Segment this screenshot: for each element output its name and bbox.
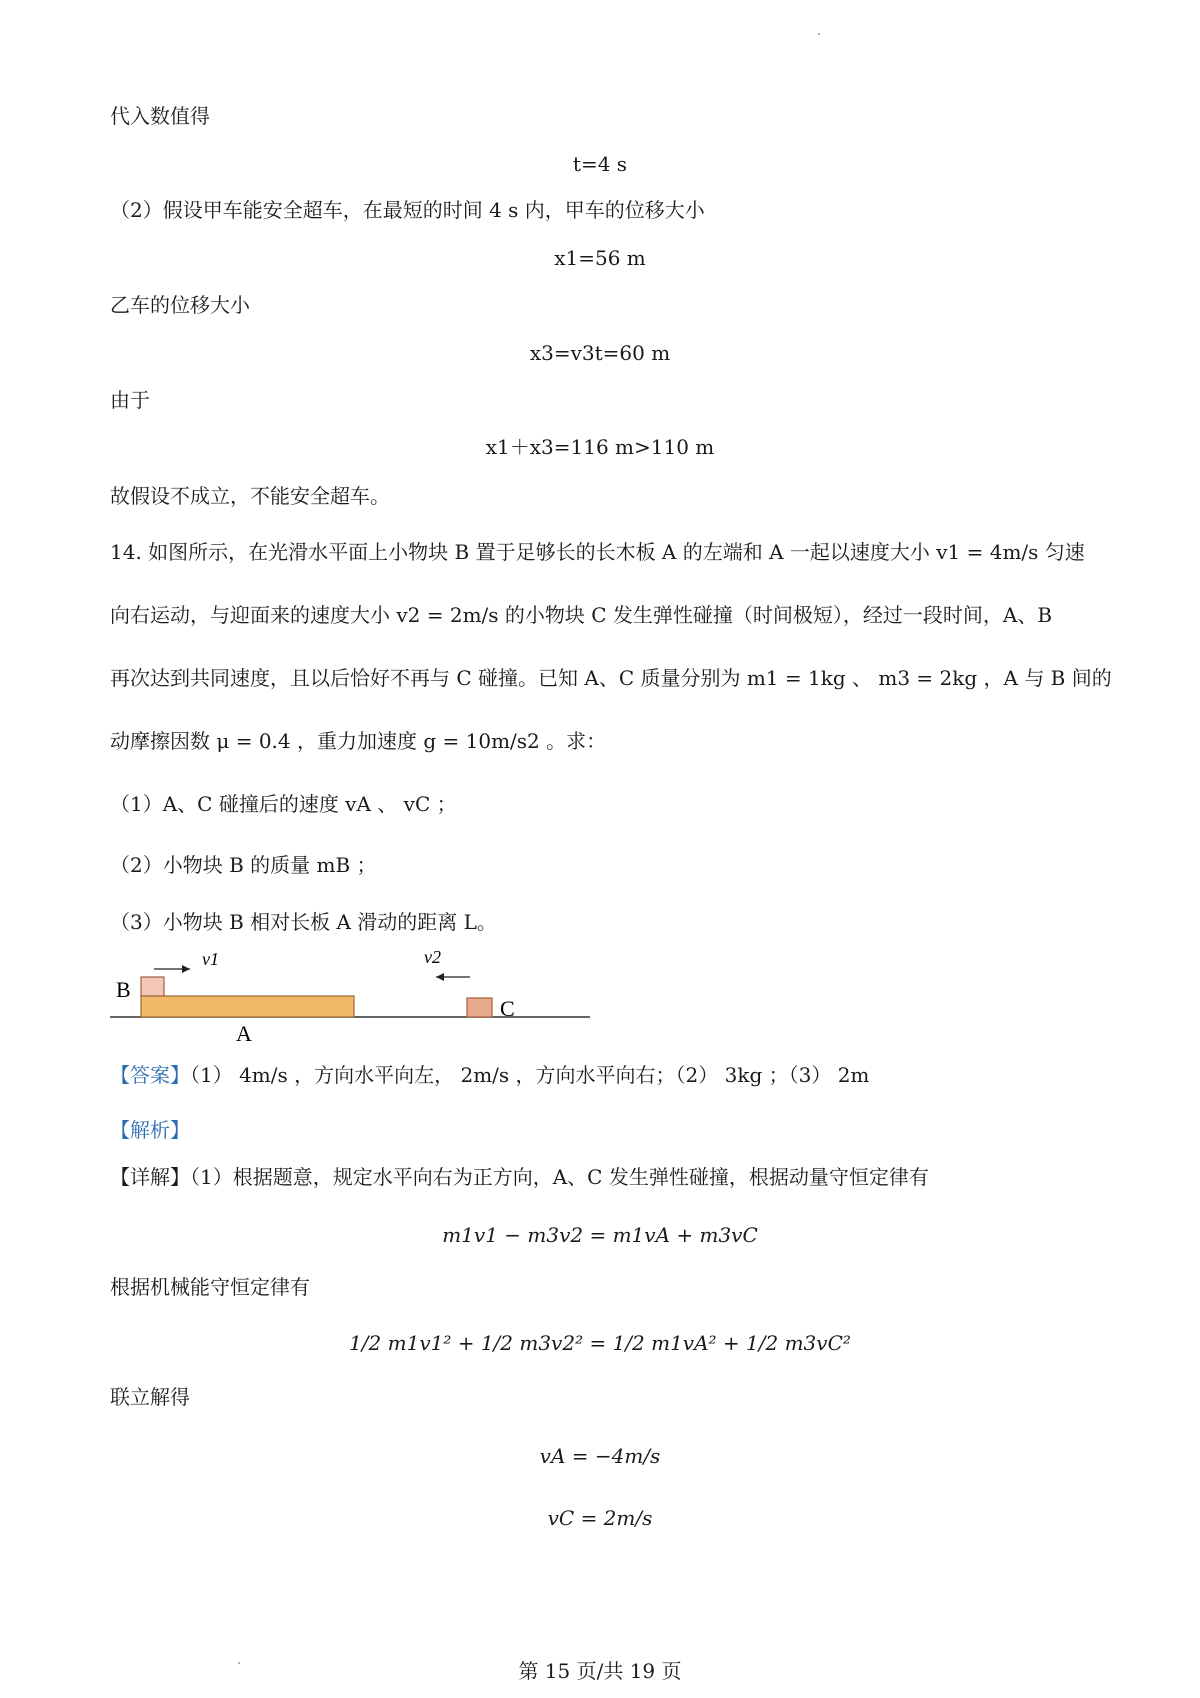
equation-momentum: m1v1 − m3v2 = m1vA + m3vC <box>442 1223 758 1247</box>
answer-line <box>110 1063 869 1087</box>
arrow-v1-head <box>182 965 190 973</box>
scan-dot <box>818 33 820 35</box>
detail-line <box>110 1165 929 1189</box>
text-line: 故假设不成立，不能安全超车。 <box>110 484 390 508</box>
problem-line: 动摩擦因数 μ = 0.4 ，重力加速度 g = 10m/s2 。求： <box>110 729 607 753</box>
analysis-tag: 【解析】 <box>110 1118 190 1142</box>
page-footer: 第 15 页/共 19 页 <box>518 1659 682 1683</box>
text-line: 乙车的位移大小 <box>110 293 250 317</box>
label-C: C <box>500 996 515 1021</box>
problem-line: 向右运动，与迎面来的速度大小 v2 = 2m/s 的小物块 C 发生弹性碰撞（时间极短），经过一段时间，A、B <box>110 603 1053 627</box>
collision-diagram <box>110 935 600 1047</box>
answer-tag: 【答案】 <box>110 1063 190 1087</box>
equation-x1: x1=56 m <box>554 246 646 270</box>
label-v2: v2 <box>424 947 441 967</box>
block-C <box>467 998 492 1017</box>
text-line: （2）假设甲车能安全超车，在最短的时间 4 s 内，甲车的位移大小 <box>110 198 705 222</box>
arrow-v2-head <box>436 973 444 981</box>
equation-sum: x1＋x3=116 m>110 m <box>485 435 715 459</box>
detail-text: （1）根据题意，规定水平向右为正方向，A、C 发生弹性碰撞，根据动量守恒定律有 <box>190 1165 929 1189</box>
problem-line: 再次达到共同速度，且以后恰好不再与 C 碰撞。已知 A、C 质量分别为 m1 = 1kg 、 m3 = 2kg ，A 与 B 间的 <box>110 666 1112 690</box>
problem-line: 14. 如图所示，在光滑水平面上小物块 B 置于足够长的长木板 A 的左端和 A 一起以速度大小 v1 = 4m/s 匀速 <box>110 540 1085 564</box>
text-line: 代入数值得 <box>110 104 210 128</box>
label-B: B <box>116 977 131 1002</box>
block-B <box>141 977 164 996</box>
text-line: 由于 <box>110 388 150 412</box>
question-3: （3）小物块 B 相对长板 A 滑动的距离 L。 <box>110 910 497 934</box>
equation-t: t=4 s <box>572 152 628 176</box>
label-v1: v1 <box>202 949 219 969</box>
plank-A <box>141 996 354 1017</box>
text-line: 联立解得 <box>110 1385 190 1409</box>
question-1: （1）A、C 碰撞后的速度 vA 、 vC ； <box>110 792 457 816</box>
answer-text: （1） 4m/s ，方向水平向左， 2m/s ，方向水平向右；（2） 3kg ；（3） 2m <box>190 1063 870 1087</box>
label-A: A <box>236 1021 252 1046</box>
equation-x3: x3=v3t=60 m <box>529 341 671 365</box>
detail-tag: 【详解】 <box>110 1165 190 1189</box>
question-2: （2）小物块 B 的质量 mB ； <box>110 853 377 877</box>
equation-energy: 1/2 m1v1² + 1/2 m3v2² = 1/2 m1vA² + 1/2 m3vC² <box>349 1331 851 1355</box>
equation-vA: vA = −4m/s <box>539 1444 661 1468</box>
text-line: 根据机械能守恒定律有 <box>110 1275 310 1299</box>
equation-vC: vC = 2m/s <box>547 1506 653 1530</box>
